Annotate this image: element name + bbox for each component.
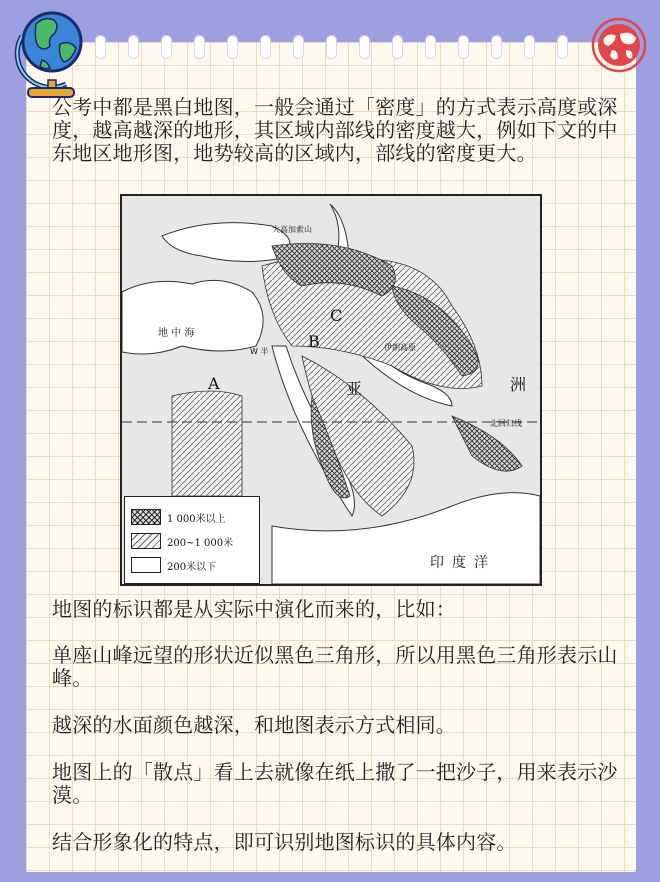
paragraph-water-depth: 越深的水面颜色越深，和地图表示方式相同。 bbox=[52, 713, 456, 737]
legend-item bbox=[131, 509, 226, 525]
paragraph-mountain-peak: 单座山峰远望的形状近似黑色三角形，所以用黑色三角形表示山峰。 bbox=[52, 643, 618, 690]
diagonal-swatch bbox=[131, 533, 161, 549]
north-africa-plateau bbox=[172, 391, 242, 496]
legend-label: 1 000米以上 bbox=[167, 513, 226, 525]
crosshatch-swatch bbox=[131, 509, 161, 525]
binder-ring bbox=[459, 36, 468, 58]
binder-ring bbox=[228, 36, 237, 58]
small-map-label: W 半 bbox=[250, 347, 269, 356]
binder-ring bbox=[492, 36, 501, 58]
letter-a-label: A bbox=[208, 374, 220, 393]
blank-swatch bbox=[131, 557, 161, 573]
paragraph-desert-dots: 地图上的「散点」看上去就像在纸上撒了一把沙子，用来表示沙漠。 bbox=[52, 760, 618, 807]
asia-label-a: 亚 bbox=[346, 379, 363, 398]
paragraph-examples-intro: 地图的标识都是从实际中演化而来的，比如： bbox=[52, 597, 456, 621]
world-map-stamp-icon bbox=[590, 16, 648, 74]
binder-ring bbox=[96, 36, 105, 58]
binder-ring bbox=[525, 36, 534, 58]
letter-b-label: B bbox=[308, 332, 320, 351]
paragraph-conclusion: 结合形象化的特点，即可识别地图标识的具体内容。 bbox=[52, 830, 517, 854]
binder-ring bbox=[426, 36, 435, 58]
map-legend bbox=[124, 496, 260, 584]
legend-item bbox=[131, 557, 216, 573]
legend-label: 200米以下 bbox=[167, 561, 217, 573]
letter-c-label: C bbox=[330, 306, 343, 325]
globe-icon bbox=[8, 2, 92, 100]
mediterranean-label: 地 中 海 bbox=[158, 328, 195, 339]
legend-item bbox=[131, 533, 233, 549]
tropic-label: 北回归线 bbox=[490, 419, 522, 428]
asia-label-b: 洲 bbox=[510, 375, 527, 394]
indian-ocean-label: 印度洋 bbox=[430, 555, 496, 571]
caucasus-label: 大高加索山 bbox=[272, 225, 312, 234]
binder-ring bbox=[129, 36, 138, 58]
binder-ring bbox=[261, 36, 270, 58]
iran-plateau-label: 伊朗高原 bbox=[384, 343, 416, 352]
binder-ring bbox=[162, 36, 171, 58]
binder-ring bbox=[294, 36, 303, 58]
binder-ring bbox=[327, 36, 336, 58]
binder-ring bbox=[558, 36, 567, 58]
intro-paragraph: 公考中都是黑白地图，一般会通过「密度」的方式表示高度或深度，越高越深的地形，其区域内部线的密度越大，例如下文的中东地区地形图，地势较高的区域内，部线的密度更大。 bbox=[52, 95, 618, 165]
mediterranean-sea bbox=[122, 280, 263, 354]
middle-east-topographic-map bbox=[120, 194, 542, 586]
binder-ring bbox=[360, 36, 369, 58]
binder-ring bbox=[195, 36, 204, 58]
binder-ring bbox=[393, 36, 402, 58]
legend-label: 200~1 000米 bbox=[167, 537, 234, 549]
